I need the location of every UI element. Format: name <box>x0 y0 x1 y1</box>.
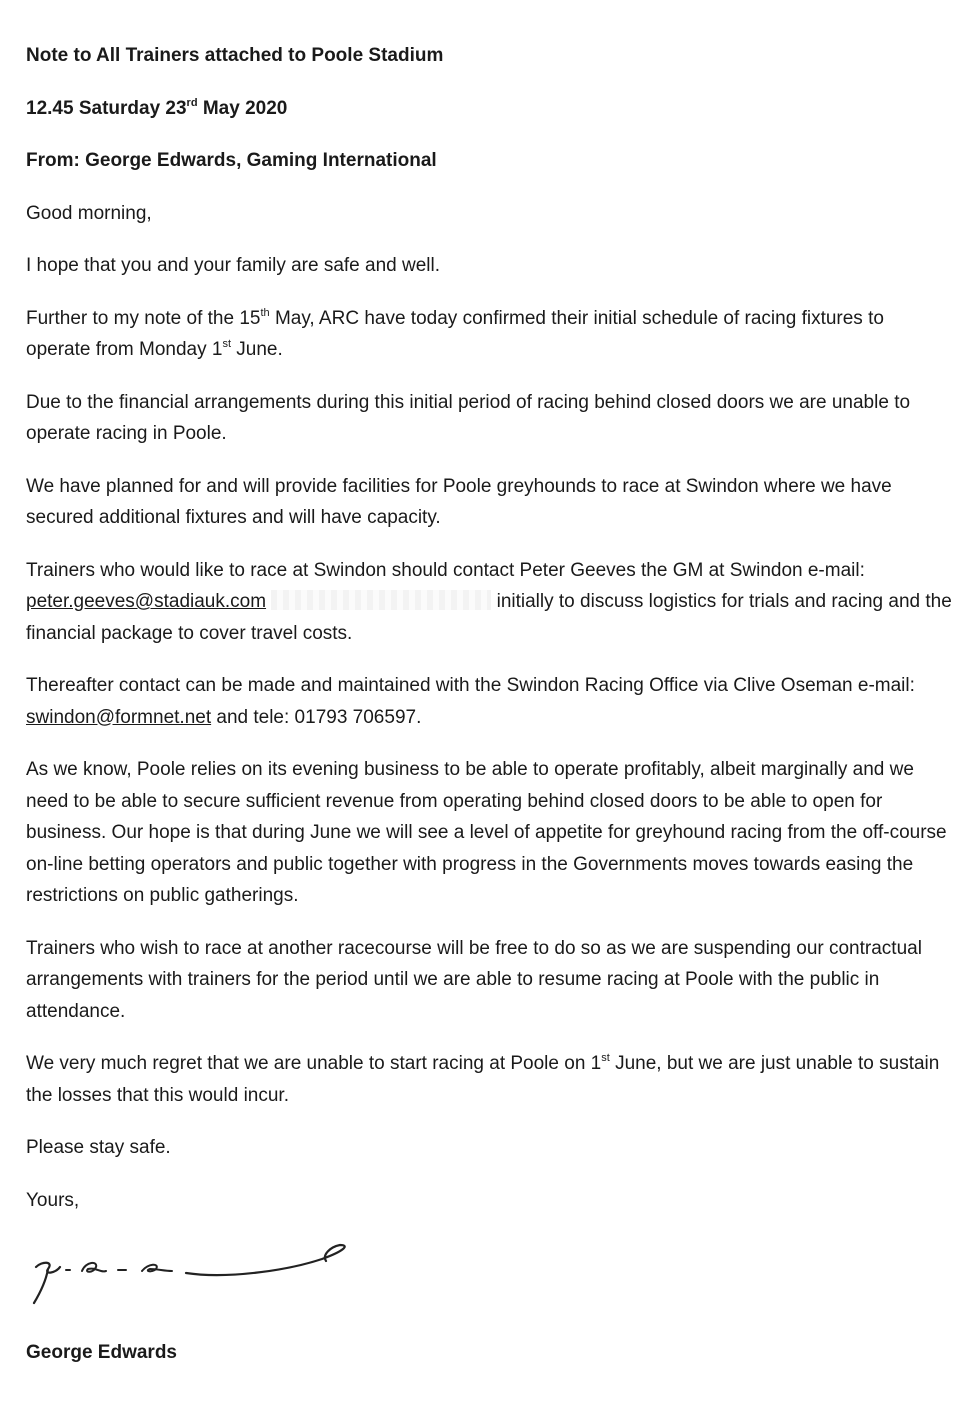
peter-email-link[interactable]: peter.geeves@stadiauk.com <box>26 591 267 612</box>
paragraph-contact-office <box>26 670 952 733</box>
signer-name: George Edwards <box>26 1342 177 1363</box>
greeting: Good morning, <box>26 202 152 224</box>
schedule-text-a: Further to my note of the 15 <box>26 307 261 329</box>
paragraph-stay-safe: Please stay safe. <box>26 1137 171 1158</box>
paragraph-other-racecourse: Trainers who wish to race at another racecourse will be free to do so as we are suspending our contractual arrangements with trainers for the period until we are able to resume racing at Poole with the public in attendance. <box>26 937 922 1022</box>
paragraph-contact-peter <box>26 555 952 650</box>
regret-text-a: We very much regret that we are unable to start racing at Poole on 1 <box>26 1053 602 1074</box>
letter-date <box>26 93 952 125</box>
paragraph-wellbeing: I hope that you and your family are safe and well. <box>26 255 441 276</box>
paragraph-swindon-facilities: We have planned for and will provide facilities for Poole greyhounds to race at Swindon where we have secured additional fixtures and will have capacity. <box>26 475 892 528</box>
date-ordinal: rd <box>186 96 198 109</box>
redacted-block <box>271 590 491 610</box>
date-month-year: May 2020 <box>202 97 288 119</box>
paragraph-schedule <box>26 303 952 366</box>
paragraph-evening-business: As we know, Poole relies on its evening business to be able to operate profitably, albeit marginally and we need to be able to secure sufficient revenue from operating behind closed doors to be able to open for business. Our hope is that during June we will see a level of appetite for greyhound racing from the off-course on-line betting operators and public together with progress in the Governments moves towards easing the restrictions on public gatherings. <box>26 759 947 906</box>
contact-office-text-b: and tele: 01793 706597. <box>216 706 422 728</box>
date-text: 12.45 Saturday 23 <box>26 97 187 119</box>
swindon-email-link[interactable]: swindon@formnet.net <box>26 706 212 728</box>
contact-peter-text-b: initially to discuss logistics for trials and racing and the financial package to cover travel costs. <box>26 591 952 644</box>
paragraph-financial: Due to the financial arrangements during this initial period of racing behind closed doors we are unable to operate racing in Poole. <box>26 391 911 444</box>
closing: Yours, <box>26 1189 80 1211</box>
regret-text-b: June, but we are just unable to sustain the losses that this would incur. <box>26 1053 940 1106</box>
schedule-text-c: June. <box>236 339 283 360</box>
contact-peter-text-a: Trainers who would like to race at Swindon should contact Peter Geeves the GM at Swindon e-mail: <box>26 559 865 581</box>
regret-ordinal: st <box>601 1052 610 1064</box>
schedule-ordinal-2: st <box>222 338 232 350</box>
letter-from: From: George Edwards, Gaming International <box>26 150 437 171</box>
letter <box>26 40 952 1390</box>
signature-image <box>26 1237 356 1309</box>
letter-title: Note to All Trainers attached to Poole Stadium <box>26 45 444 66</box>
contact-office-text-a: Thereafter contact can be made and maintained with the Swindon Racing Office via Clive Oseman e-mail: <box>26 675 915 696</box>
paragraph-regret <box>26 1048 952 1111</box>
schedule-ordinal-1: th <box>260 306 270 319</box>
schedule-text-b: May, ARC have today confirmed their initial schedule of racing fixtures to operate from Monday 1 <box>26 307 884 360</box>
